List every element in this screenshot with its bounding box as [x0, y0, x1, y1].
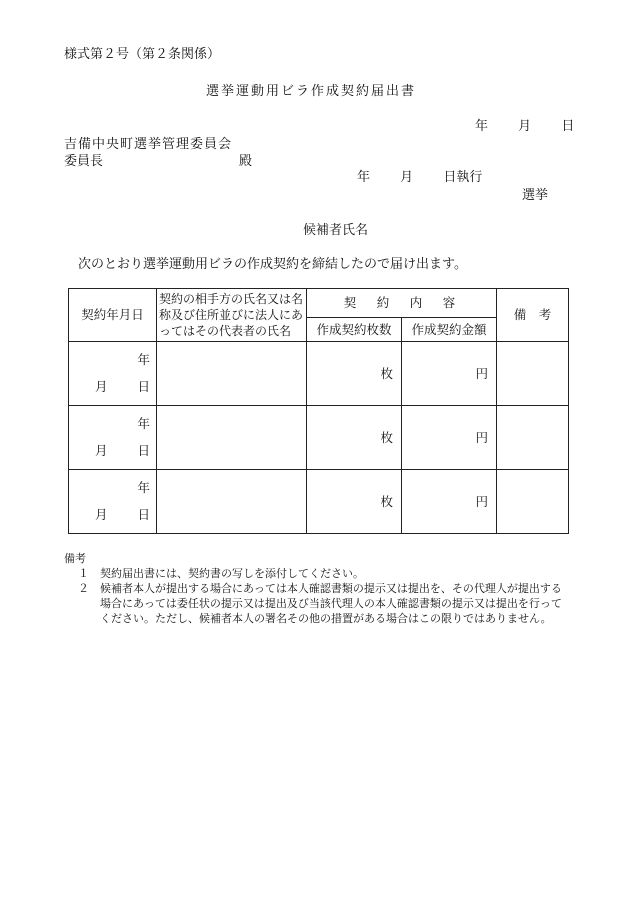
- header-remarks: 備 考: [497, 289, 569, 342]
- unit-month: 月: [94, 507, 108, 523]
- amount-cell[interactable]: [402, 342, 497, 406]
- table-row: [69, 470, 569, 534]
- notes-section: [64, 551, 564, 626]
- note-text: 契約届出書には、契約書の写しを添付してください。: [100, 567, 364, 580]
- header-contract-details: 契 約 内 容: [307, 289, 497, 318]
- candidate-name-label: 候補者氏名: [303, 223, 369, 238]
- unit-day: 日: [137, 507, 150, 523]
- contract-date-cell[interactable]: [69, 470, 157, 534]
- unit-sheets: 枚: [380, 493, 393, 509]
- amount-cell[interactable]: [402, 406, 497, 470]
- quantity-cell[interactable]: [307, 342, 402, 406]
- quantity-cell[interactable]: [307, 406, 402, 470]
- addressee-chair: 委員長: [64, 154, 104, 169]
- counterparty-cell[interactable]: [157, 470, 307, 534]
- remarks-cell[interactable]: [497, 342, 569, 406]
- quantity-cell[interactable]: [307, 470, 402, 534]
- note-number: ２: [78, 582, 89, 595]
- election-label: 選挙: [522, 188, 549, 203]
- table-row: [69, 342, 569, 406]
- note-item: [64, 566, 564, 581]
- election-executed: 日執行: [443, 170, 483, 185]
- table-row: [69, 406, 569, 470]
- unit-day: 日: [137, 379, 150, 395]
- note-item: [64, 581, 564, 626]
- header-quantity: 作成契約枚数: [307, 318, 402, 342]
- election-date: [357, 171, 482, 184]
- contract-table: [68, 288, 569, 534]
- date-year: 年: [475, 119, 489, 134]
- unit-day: 日: [137, 443, 150, 459]
- unit-sheets: 枚: [380, 365, 393, 381]
- unit-yen: 円: [475, 493, 489, 509]
- unit-sheets: 枚: [380, 429, 393, 445]
- intro-text: 次のとおり選挙運動用ビラの作成契約を締結したので届け出ます。: [78, 257, 467, 272]
- form-number: 様式第２号（第２条関係）: [64, 47, 221, 62]
- unit-yen: 円: [475, 429, 489, 445]
- amount-cell[interactable]: [402, 470, 497, 534]
- submission-date: [475, 120, 574, 133]
- date-day: 日: [561, 119, 575, 134]
- counterparty-cell[interactable]: [157, 342, 307, 406]
- counterparty-cell[interactable]: [157, 406, 307, 470]
- addressee-organization: 吉備中央町選挙管理委員会: [64, 137, 233, 152]
- remarks-cell[interactable]: [497, 470, 569, 534]
- unit-month: 月: [94, 443, 108, 459]
- election-month: 月: [400, 170, 414, 185]
- header-amount: 作成契約金額: [402, 318, 497, 342]
- header-contract-date: 契約年月日: [69, 289, 157, 342]
- contract-date-cell[interactable]: [69, 342, 157, 406]
- date-month: 月: [518, 119, 532, 134]
- header-counterparty: 契約の相手方の氏名又は名称及び住所並びに法人にあってはその代表者の氏名: [157, 289, 307, 342]
- unit-year: 年: [137, 416, 150, 431]
- unit-year: 年: [137, 352, 150, 367]
- contract-date-cell[interactable]: [69, 406, 157, 470]
- document-title: 選挙運動用ビラ作成契約届出書: [206, 84, 417, 99]
- unit-yen: 円: [475, 365, 489, 381]
- election-year: 年: [357, 170, 371, 185]
- addressee-honorific: 殿: [239, 154, 253, 169]
- note-number: １: [78, 567, 89, 580]
- note-text: 候補者本人が提出する場合にあっては本人確認書類の提示又は提出を、その代理人が提出する場合にあっては委任状の提示又は提出及び当該代理人の本人確認書類の提示又は提出を行ってください。ただし、候補者本人の署名その他の措置がある場合はこの限りではありません。: [100, 582, 562, 625]
- unit-month: 月: [94, 379, 108, 395]
- notes-heading: 備考: [64, 552, 86, 565]
- unit-year: 年: [137, 480, 150, 495]
- remarks-cell[interactable]: [497, 406, 569, 470]
